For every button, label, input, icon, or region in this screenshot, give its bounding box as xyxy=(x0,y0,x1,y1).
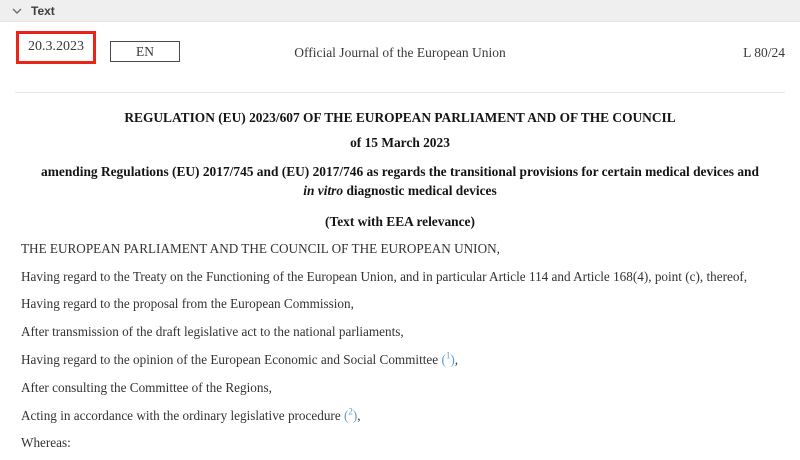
text-section-header[interactable] xyxy=(0,0,800,22)
subject-italic-text: in vitro xyxy=(303,183,344,199)
section-label: Text xyxy=(31,3,55,18)
paragraph-text: Acting in accordance with the ordinary legislative procedure xyxy=(21,407,344,423)
paragraph-text: After consulting the Committee of the Regions, xyxy=(21,379,272,395)
paragraph xyxy=(21,239,786,259)
journal-header xyxy=(0,22,800,92)
footnote-link[interactable]: ($^2$) xyxy=(343,406,358,423)
paragraph-text: THE EUROPEAN PARLIAMENT AND THE COUNCIL OF THE EUROPEAN UNION, xyxy=(21,240,500,256)
paragraph xyxy=(21,406,786,426)
paragraph xyxy=(21,267,786,287)
paragraph xyxy=(21,350,786,370)
paragraph xyxy=(21,322,786,342)
journal-page-ref: L 80/24 xyxy=(743,45,785,60)
regulation-date: of 15 March 2023 xyxy=(350,135,450,150)
subject-text-after: diagnostic medical devices xyxy=(343,183,497,199)
chevron-down-icon[interactable] xyxy=(12,8,22,14)
document-view xyxy=(0,22,800,453)
paragraph-text: Having regard to the proposal from the European Commission, xyxy=(21,296,354,312)
language-code: EN xyxy=(136,43,154,59)
subject-text: amending Regulations (EU) 2017/745 and (EU) 2017/746 as regards the transitional provisions for certain medical devices and xyxy=(41,164,759,179)
footnote-link[interactable]: ($^1$) xyxy=(441,350,455,368)
paragraph-text: Having regard to the opinion of the European Economic and Social Committee xyxy=(21,352,442,368)
regulation-title: REGULATION (EU) 2023/607 OF THE EUROPEAN PARLIAMENT AND OF THE COUNCIL xyxy=(124,110,676,125)
title-block xyxy=(0,110,800,230)
paragraph-text-after: , xyxy=(357,407,361,423)
paragraph-text: Having regard to the Treaty on the Functioning of the European Union, and in particular Article 114 and Article 168(4), point (c), thereof, xyxy=(21,268,748,284)
header-divider xyxy=(15,92,785,93)
paragraph xyxy=(21,433,786,453)
paragraph-text-after: , xyxy=(454,352,459,368)
document-body xyxy=(0,230,800,453)
journal-title: Official Journal of the European Union xyxy=(294,45,506,60)
paragraph-text: After transmission of the draft legislative act to the national parliaments, xyxy=(21,324,404,340)
paragraph xyxy=(21,294,786,314)
paragraph-text: Whereas: xyxy=(21,435,71,451)
eea-relevance: (Text with EEA relevance) xyxy=(325,213,475,229)
regulation-subject xyxy=(0,162,800,201)
paragraph xyxy=(21,378,786,398)
publication-date: 20.3.2023 xyxy=(28,39,84,54)
